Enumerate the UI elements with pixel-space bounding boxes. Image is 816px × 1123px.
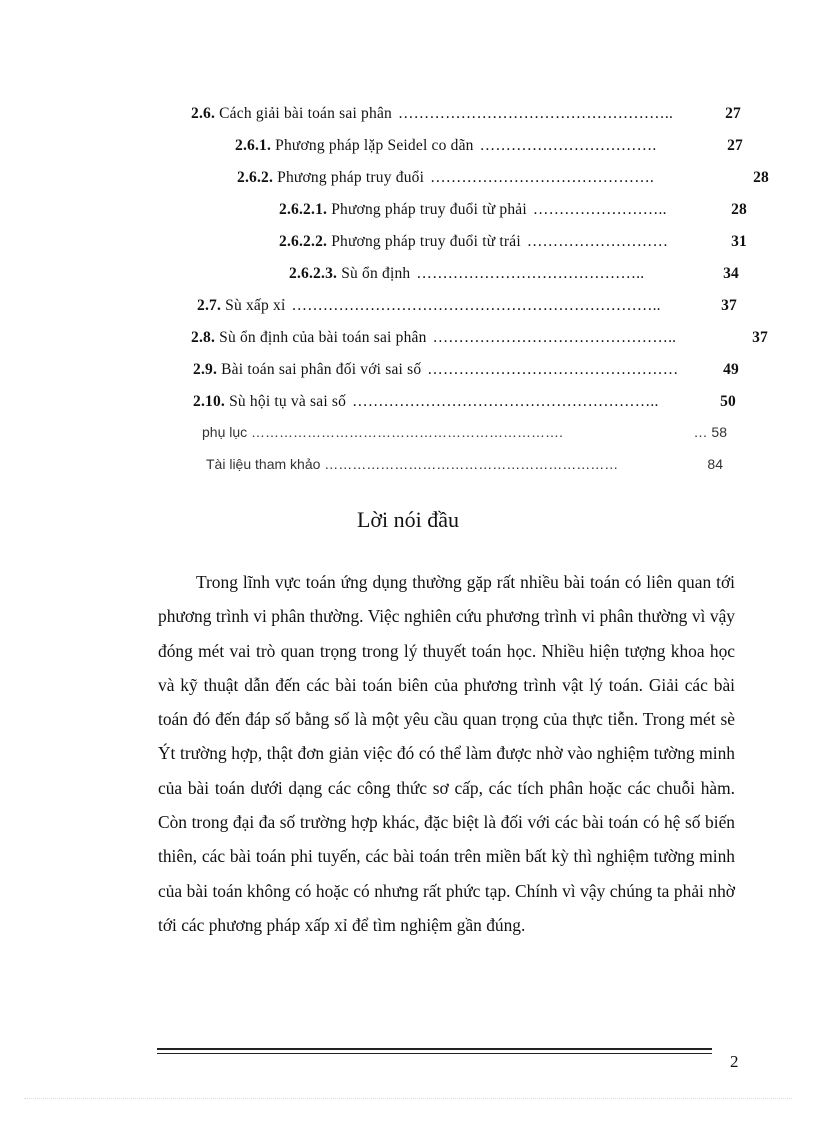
toc-page: 84 bbox=[707, 456, 723, 472]
toc-title: Sù xấp xỉ bbox=[225, 297, 286, 314]
toc-entry[interactable] bbox=[193, 358, 739, 382]
toc-title: Sù hội tụ và sai số bbox=[229, 393, 347, 410]
footer-rule-thin bbox=[157, 1053, 712, 1054]
body-paragraph bbox=[158, 565, 735, 942]
toc-page: 28 bbox=[753, 169, 769, 186]
toc-leader: ………………………………………… bbox=[427, 361, 679, 378]
toc-page: 27 bbox=[727, 137, 743, 154]
toc-number: 2.6. bbox=[191, 105, 216, 122]
toc-page: 28 bbox=[731, 201, 747, 218]
toc-number: 2.9. bbox=[193, 361, 218, 378]
toc-title: Phương pháp truy đuổi từ phải bbox=[331, 201, 527, 218]
toc-title: Bài toán sai phân đối với sai số bbox=[221, 361, 422, 378]
toc-title: Cách giải bài toán sai phân bbox=[219, 105, 392, 122]
toc-page: … 58 bbox=[693, 424, 727, 440]
toc-entry[interactable] bbox=[237, 166, 769, 190]
toc-leader: ……………………………. bbox=[479, 137, 657, 154]
toc-number: 2.6.2. bbox=[237, 169, 274, 186]
toc-page: 27 bbox=[725, 105, 741, 122]
section-title: Lời nói đầu bbox=[356, 507, 460, 532]
paragraph-text: Trong lĩnh vực toán ứng dụng thường gặp rất nhiều bài toán có liên quan tới phương trình vi phân thường. Việc nghiên cứu phương trình vi phân thường vì vậy đóng mét vai trò quan trọng trong lý thuyết toán học. Nhiều hiện tượng khoa học và kỹ thuật dẫn đến các bài toán biên của phương trình vật lý toán. Giải các bài toán đó đến đáp số bằng số là một yêu cầu quan trọng của thực tiễn. Trong mét sè Ýt trường hợp, thật đơn giản việc đó có thể làm được nhờ vào nghiệm tường minh của bài toán dưới dạng các công thức sơ cấp, các tích phân hoặc các chuỗi hàm. Còn trong đại đa số trường hợp khác, đặc biệt là đối với các bài toán có hệ số biến thiên, các bài toán phi tuyến, các bài toán trên miền bất kỳ thì nghiệm tường minh của bài toán không có hoặc có nhưng rất phức tạp. Chính vì vậy chúng ta phải nhờ tới các phương pháp xấp xỉ để tìm nghiệm gần đúng. bbox=[158, 572, 735, 935]
toc-number: 2.6.2.3. bbox=[289, 265, 338, 282]
toc-entry[interactable] bbox=[191, 102, 741, 126]
toc-entry[interactable] bbox=[235, 134, 743, 158]
toc-page: 50 bbox=[720, 393, 736, 410]
toc-title: Sù ổn định bbox=[341, 265, 411, 282]
toc-number: 2.10. bbox=[193, 393, 225, 410]
footer-rule-thick bbox=[157, 1048, 712, 1050]
toc-page: 37 bbox=[721, 297, 737, 314]
toc-number: 2.8. bbox=[191, 329, 216, 346]
toc-title: Sù ổn định của bài toán sai phân bbox=[219, 329, 427, 346]
toc-page: 49 bbox=[723, 361, 739, 378]
page-number: 2 bbox=[730, 1052, 739, 1071]
toc-leader: …………………………………………………………. bbox=[251, 424, 563, 440]
toc-number: 2.6.2.2. bbox=[279, 233, 328, 250]
toc-leader: …………………………………………………………….. bbox=[291, 297, 661, 314]
toc-title: phụ lục bbox=[202, 424, 248, 440]
page-bottom-edge bbox=[24, 1098, 792, 1099]
toc-leader: ……………………………………………………… bbox=[324, 456, 619, 472]
toc-entry[interactable] bbox=[197, 294, 737, 318]
toc-page: 34 bbox=[723, 265, 739, 282]
toc-leader: ……………………… bbox=[526, 233, 669, 250]
toc-leader: ……………………………………. bbox=[430, 169, 654, 186]
toc-page: 37 bbox=[752, 329, 768, 346]
toc-title: Phương pháp lặp Seidel co dãn bbox=[275, 137, 474, 154]
toc-leader: …………………………………………….. bbox=[397, 105, 674, 122]
toc-title: Phương pháp truy đuổi từ trái bbox=[331, 233, 521, 250]
toc-entry[interactable] bbox=[289, 262, 739, 286]
toc-number: 2.7. bbox=[197, 297, 222, 314]
toc-references[interactable] bbox=[206, 453, 723, 475]
toc-title: Tài liệu tham khảo bbox=[206, 456, 321, 472]
toc-entry[interactable] bbox=[279, 198, 747, 222]
toc-number: 2.6.1. bbox=[235, 137, 272, 154]
toc-number: 2.6.2.1. bbox=[279, 201, 328, 218]
toc-entry[interactable] bbox=[279, 230, 747, 254]
toc-leader: ………………………………………………….. bbox=[352, 393, 659, 410]
toc-entry[interactable] bbox=[191, 326, 768, 350]
toc-appendix[interactable] bbox=[202, 421, 727, 443]
toc-leader: …………………………………….. bbox=[416, 265, 645, 282]
toc-leader: …………………….. bbox=[532, 201, 667, 218]
toc-title: Phương pháp truy đuổi bbox=[277, 169, 425, 186]
toc-leader: ……………………………………….. bbox=[432, 329, 677, 346]
toc-entry[interactable] bbox=[193, 390, 736, 414]
toc-page: 31 bbox=[731, 233, 747, 250]
